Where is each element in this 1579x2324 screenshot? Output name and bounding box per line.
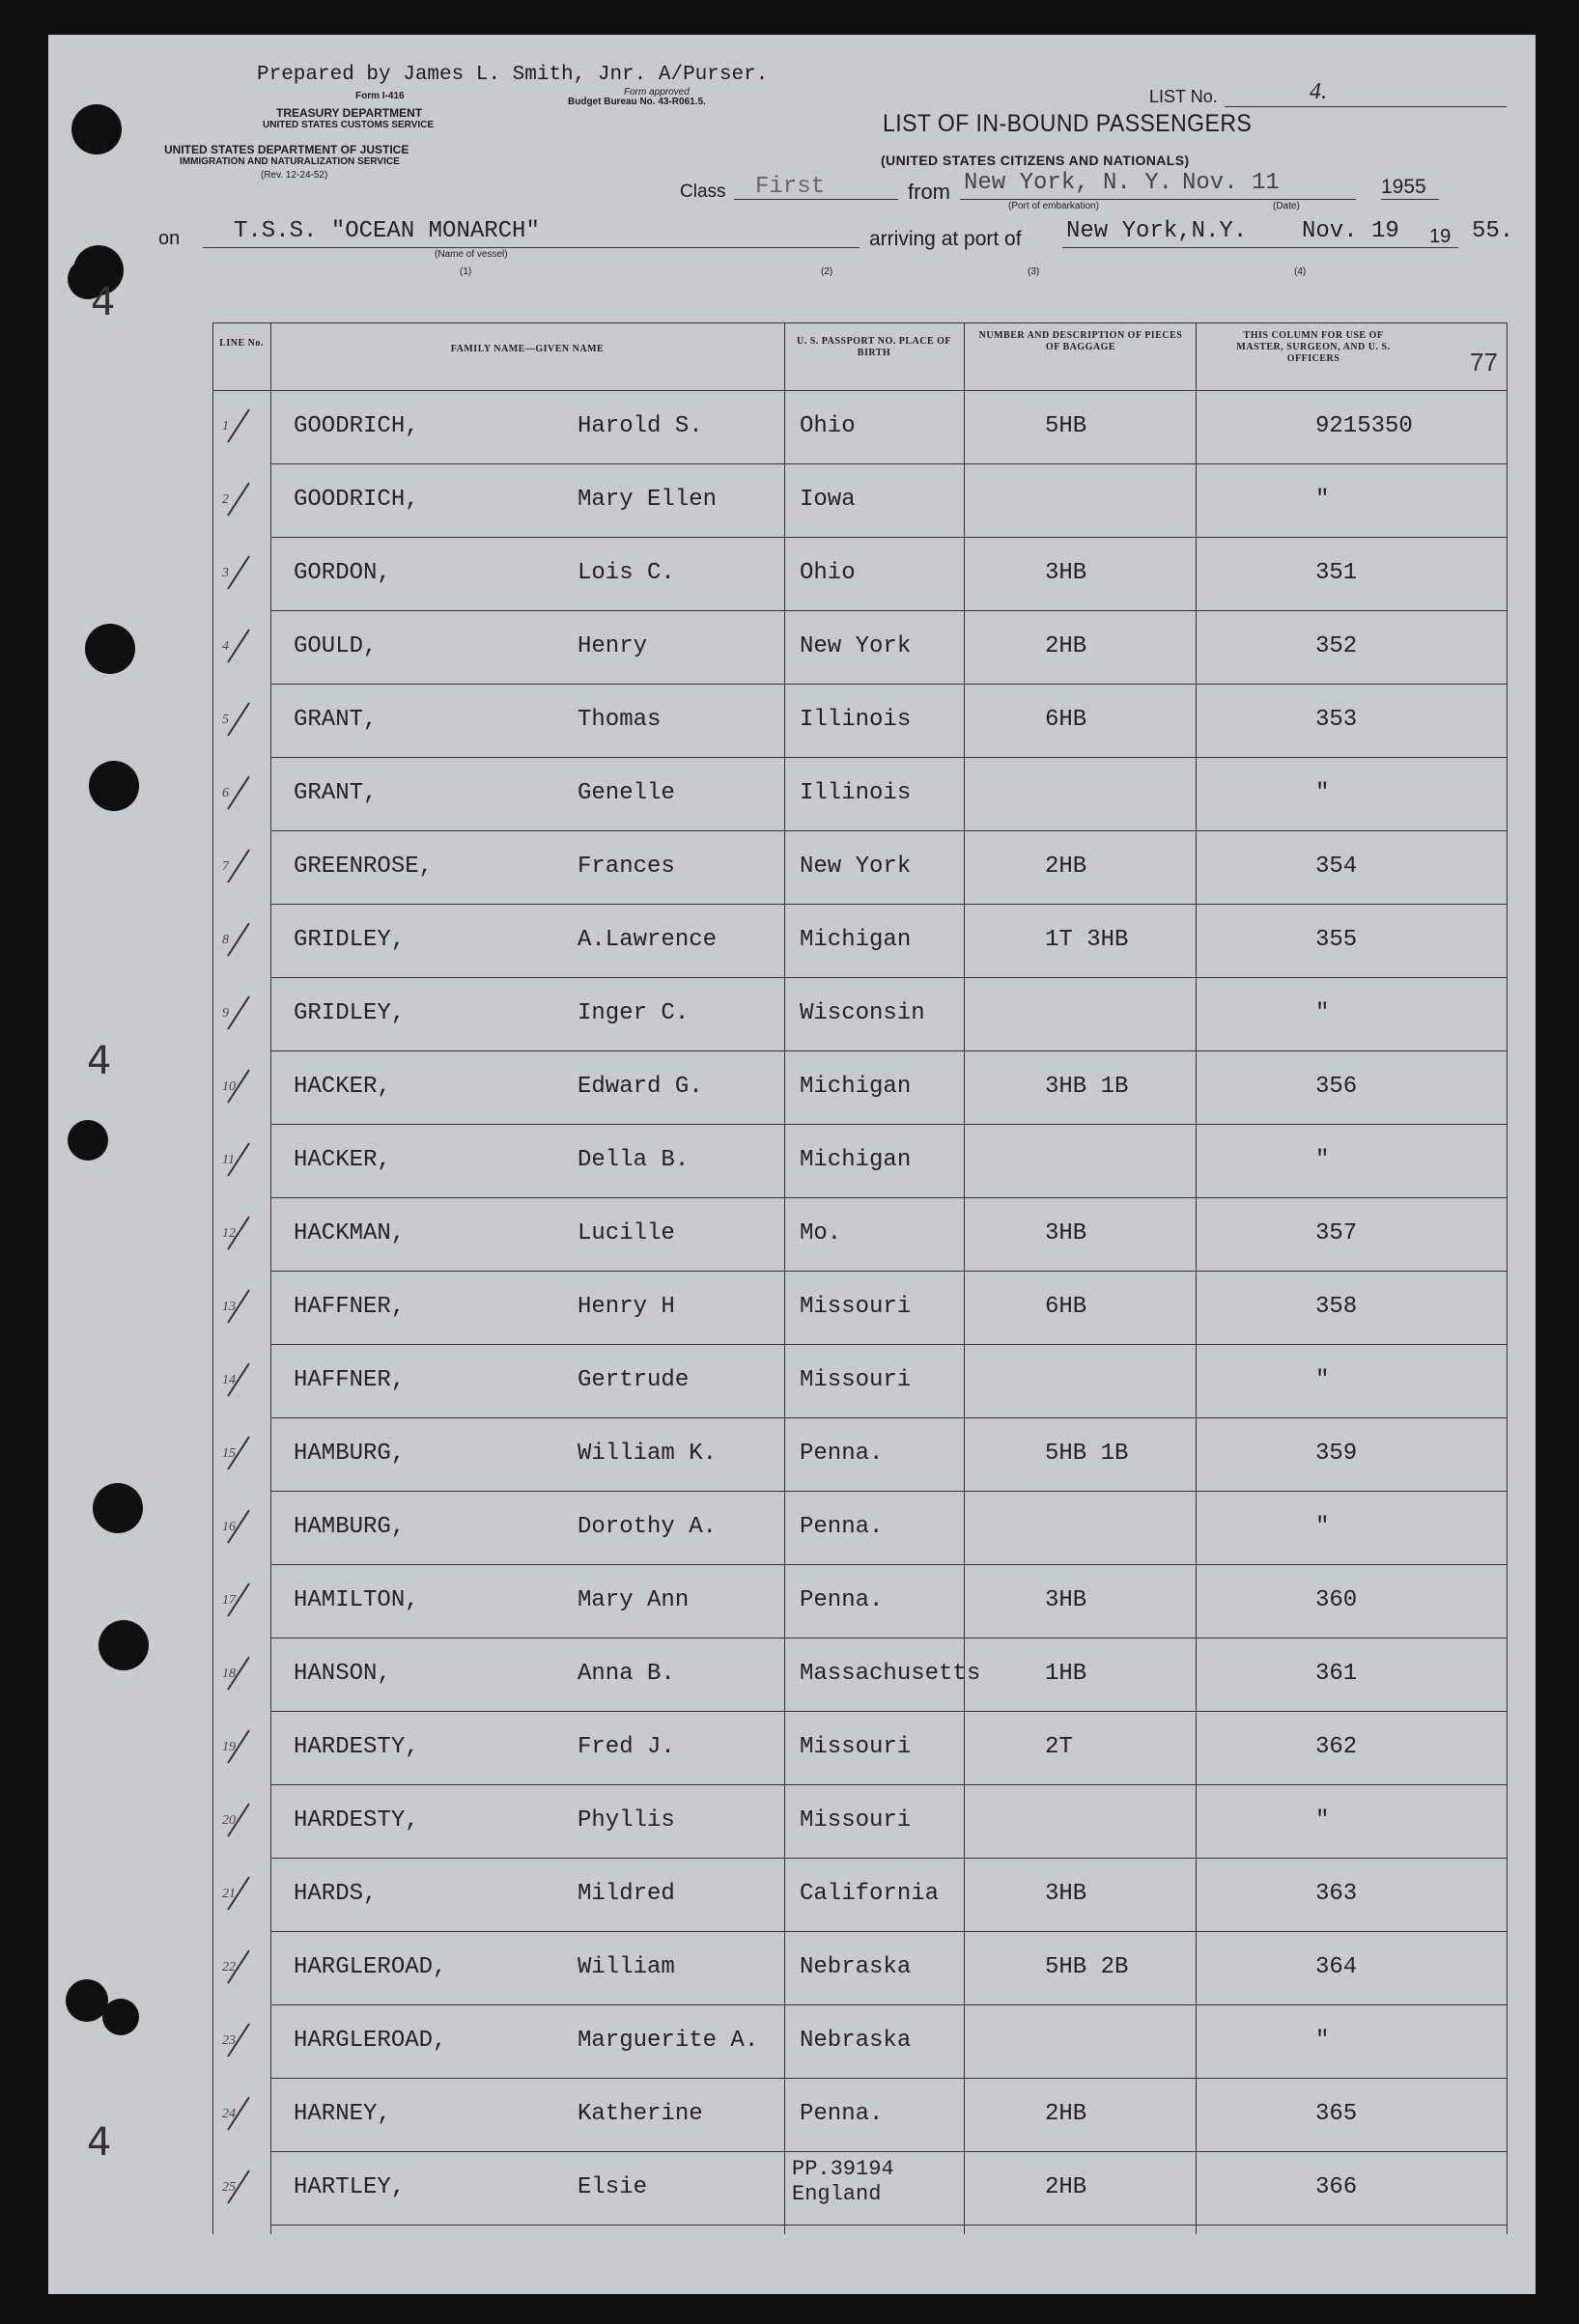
baggage: 3HB bbox=[1045, 1220, 1087, 1246]
given-name: Anna B. bbox=[578, 1661, 675, 1687]
family-name: GOODRICH, bbox=[294, 487, 419, 513]
arriving-label: arriving at port of bbox=[869, 228, 1022, 250]
line-number: 23 bbox=[222, 2033, 236, 2048]
arrival-year: 55. bbox=[1472, 218, 1514, 244]
given-name: Mildred bbox=[578, 1881, 675, 1907]
place-of-birth: Michigan bbox=[800, 1147, 912, 1173]
table-row bbox=[212, 1126, 1507, 1199]
baggage: 5HB bbox=[1045, 413, 1087, 439]
line-number: 7 bbox=[222, 859, 229, 874]
from-date: Nov. 11 bbox=[1182, 170, 1280, 196]
given-name: Katherine bbox=[578, 2101, 703, 2127]
given-name: Thomas bbox=[578, 707, 662, 733]
vessel-caption: (Name of vessel) bbox=[435, 249, 508, 260]
table-row bbox=[212, 2153, 1507, 2226]
family-name: HARNEY, bbox=[294, 2101, 391, 2127]
given-name: Inger C. bbox=[578, 1000, 690, 1026]
officer-entry: " bbox=[1315, 780, 1330, 806]
arrival-year-prefix: 19 bbox=[1429, 226, 1452, 247]
baggage: 6HB bbox=[1045, 1294, 1087, 1320]
place-of-birth: New York bbox=[800, 854, 912, 880]
baggage: 2HB bbox=[1045, 854, 1087, 880]
officer-entry: 364 bbox=[1315, 1954, 1358, 1980]
table-row bbox=[212, 465, 1507, 539]
family-name: HARDS, bbox=[294, 1881, 378, 1907]
place-of-birth: Missouri bbox=[800, 1807, 912, 1834]
table-row bbox=[212, 1273, 1507, 1346]
officer-entry: 352 bbox=[1315, 633, 1358, 659]
place-of-birth: Michigan bbox=[800, 1074, 912, 1100]
place-of-birth: Ohio bbox=[800, 413, 856, 439]
place-of-birth: Penna. bbox=[800, 2101, 884, 2127]
line-number: 9 bbox=[222, 1006, 229, 1021]
place-of-birth: Nebraska bbox=[800, 1954, 912, 1980]
col-num-2: (2) bbox=[821, 266, 833, 277]
officer-entry: 353 bbox=[1315, 707, 1358, 733]
dept-customs: UNITED STATES CUSTOMS SERVICE bbox=[263, 120, 435, 130]
family-name: HARDESTY, bbox=[294, 1734, 419, 1760]
line-number: 20 bbox=[222, 1813, 236, 1828]
table-row bbox=[212, 979, 1507, 1052]
officer-entry: " bbox=[1315, 1514, 1330, 1540]
family-name: HACKER, bbox=[294, 1074, 391, 1100]
on-label: on bbox=[158, 228, 181, 249]
line-number: 25 bbox=[222, 2180, 236, 2195]
binder-hole bbox=[71, 104, 122, 154]
family-name: HANSON, bbox=[294, 1661, 391, 1687]
line-number: 13 bbox=[222, 1300, 236, 1314]
place-of-birth: Wisconsin bbox=[800, 1000, 925, 1026]
family-name: HARTLEY, bbox=[294, 2174, 406, 2200]
baggage: 2HB bbox=[1045, 2101, 1087, 2127]
place-of-birth: Missouri bbox=[800, 1734, 912, 1760]
table-row bbox=[212, 2006, 1507, 2080]
given-name: Mary Ann bbox=[578, 1587, 690, 1613]
table-row bbox=[212, 1786, 1507, 1860]
binder-hole bbox=[85, 624, 135, 674]
given-name: Elsie bbox=[578, 2174, 648, 2200]
place-of-birth: New York bbox=[800, 633, 912, 659]
line-number: 18 bbox=[222, 1666, 236, 1681]
line-number: 3 bbox=[222, 566, 229, 580]
line-number: 21 bbox=[222, 1887, 236, 1901]
class-label: Class bbox=[680, 182, 726, 202]
list-no-label: LIST No. bbox=[1149, 87, 1218, 106]
officer-entry: 359 bbox=[1315, 1441, 1358, 1467]
family-name: GOODRICH, bbox=[294, 413, 419, 439]
header-line-no: LINE No. bbox=[219, 338, 264, 349]
baggage: 5HB 1B bbox=[1045, 1441, 1129, 1467]
given-name: William K. bbox=[578, 1441, 718, 1467]
place-of-birth: England bbox=[792, 2182, 882, 2206]
place-of-birth: Michigan bbox=[800, 927, 912, 953]
table-row bbox=[212, 1346, 1507, 1419]
table-row bbox=[212, 539, 1507, 612]
document-subtitle: (UNITED STATES CITIZENS AND NATIONALS) bbox=[881, 153, 1190, 168]
officer-entry: 363 bbox=[1315, 1881, 1358, 1907]
given-name: A.Lawrence bbox=[578, 927, 718, 953]
vessel-name: T.S.S. "OCEAN MONARCH" bbox=[234, 218, 540, 244]
binder-hole bbox=[93, 1483, 143, 1533]
table-row bbox=[212, 1199, 1507, 1273]
page-number: 77 bbox=[1470, 348, 1498, 377]
place-of-birth: Mo. bbox=[800, 1220, 842, 1246]
officer-entry: " bbox=[1315, 1807, 1330, 1834]
given-name: Fred J. bbox=[578, 1734, 675, 1760]
family-name: HAMILTON, bbox=[294, 1587, 419, 1613]
from-port: New York, N. Y. bbox=[964, 170, 1173, 196]
officer-entry: 354 bbox=[1315, 854, 1358, 880]
given-name: Della B. bbox=[578, 1147, 690, 1173]
line-number: 2 bbox=[222, 492, 229, 507]
header-name: FAMILY NAME—GIVEN NAME bbox=[450, 344, 605, 354]
family-name: GRANT, bbox=[294, 707, 378, 733]
place-of-birth: Penna. bbox=[800, 1514, 884, 1540]
binder-hole bbox=[102, 1999, 139, 2035]
place-of-birth: Penna. bbox=[800, 1441, 884, 1467]
date-caption: (Date) bbox=[1273, 201, 1300, 211]
table-row bbox=[212, 1933, 1507, 2006]
family-name: GOULD, bbox=[294, 633, 378, 659]
passenger-table bbox=[212, 322, 1507, 2234]
given-name: Harold S. bbox=[578, 413, 703, 439]
line-number: 22 bbox=[222, 1960, 236, 1974]
given-name: Lucille bbox=[578, 1220, 675, 1246]
manifest-page bbox=[48, 35, 1536, 2294]
family-name: GORDON, bbox=[294, 560, 391, 586]
baggage: 1HB bbox=[1045, 1661, 1087, 1687]
given-name: Frances bbox=[578, 854, 675, 880]
officer-entry: 360 bbox=[1315, 1587, 1358, 1613]
table-row bbox=[212, 1639, 1507, 1713]
document-title: LIST OF IN-BOUND PASSENGERS bbox=[883, 110, 1253, 137]
port-caption: (Port of embarkation) bbox=[1008, 201, 1099, 211]
table-row bbox=[212, 906, 1507, 979]
baggage: 2HB bbox=[1045, 633, 1087, 659]
baggage: 2HB bbox=[1045, 2174, 1087, 2200]
family-name: HAMBURG, bbox=[294, 1441, 406, 1467]
table-row bbox=[212, 1566, 1507, 1639]
baggage: 2T bbox=[1045, 1734, 1073, 1760]
table-row bbox=[212, 759, 1507, 832]
col-num-4: (4) bbox=[1294, 266, 1307, 277]
binder-hole bbox=[89, 761, 139, 811]
given-name: Henry bbox=[578, 633, 648, 659]
given-name: Mary Ellen bbox=[578, 487, 718, 513]
officer-entry: " bbox=[1315, 487, 1330, 513]
place-of-birth: Iowa bbox=[800, 487, 856, 513]
table-row bbox=[212, 612, 1507, 686]
given-name: Genelle bbox=[578, 780, 675, 806]
table-row bbox=[212, 1860, 1507, 1933]
line-number: 8 bbox=[222, 933, 229, 947]
line-number: 6 bbox=[222, 786, 229, 800]
given-name: Phyllis bbox=[578, 1807, 675, 1834]
place-of-birth: Illinois bbox=[800, 707, 912, 733]
family-name: HAFFNER, bbox=[294, 1294, 406, 1320]
col-num-1: (1) bbox=[460, 266, 472, 277]
margin-mark: 4 bbox=[91, 280, 116, 324]
place-of-birth: Missouri bbox=[800, 1367, 912, 1393]
table-row bbox=[212, 1493, 1507, 1566]
given-name: Dorothy A. bbox=[578, 1514, 718, 1540]
form-number: Form I-416 bbox=[355, 91, 405, 101]
baggage: 3HB 1B bbox=[1045, 1074, 1129, 1100]
family-name: HAMBURG, bbox=[294, 1514, 406, 1540]
place-of-birth: Missouri bbox=[800, 1294, 912, 1320]
family-name: HARGLEROAD, bbox=[294, 1954, 447, 1980]
family-name: HACKER, bbox=[294, 1147, 391, 1173]
margin-mark: 4 bbox=[87, 1039, 112, 1083]
officer-entry: " bbox=[1315, 1367, 1330, 1393]
arrival-date: Nov. 19 bbox=[1302, 218, 1399, 244]
place-of-birth: Illinois bbox=[800, 780, 912, 806]
line-number: 1 bbox=[222, 419, 229, 434]
officer-entry: 362 bbox=[1315, 1734, 1358, 1760]
header-officers: THIS COLUMN FOR USE OF MASTER, SURGEON, AND U. S. OFFICERS bbox=[1236, 330, 1391, 364]
table-row bbox=[212, 686, 1507, 759]
header-passport: U. S. PASSPORT NO. PLACE OF BIRTH bbox=[796, 336, 952, 358]
family-name: GRIDLEY, bbox=[294, 927, 406, 953]
table-row bbox=[212, 2080, 1507, 2153]
given-name: Gertrude bbox=[578, 1367, 690, 1393]
place-of-birth: Ohio bbox=[800, 560, 856, 586]
family-name: HAFFNER, bbox=[294, 1367, 406, 1393]
line-number: 5 bbox=[222, 713, 229, 727]
place-of-birth: Penna. bbox=[800, 1587, 884, 1613]
baggage: 3HB bbox=[1045, 560, 1087, 586]
line-number: 4 bbox=[222, 639, 229, 654]
passport-number: PP.39194 bbox=[792, 2157, 894, 2181]
form-revision: (Rev. 12-24-52) bbox=[261, 170, 328, 181]
dept-treasury: TREASURY DEPARTMENT bbox=[276, 106, 423, 120]
line-number: 12 bbox=[222, 1226, 236, 1241]
dept-justice: UNITED STATES DEPARTMENT OF JUSTICE bbox=[164, 143, 409, 156]
arrival-port: New York,N.Y. bbox=[1066, 218, 1248, 244]
margin-mark: 4 bbox=[87, 2120, 112, 2165]
family-name: HARDESTY, bbox=[294, 1807, 419, 1834]
officer-entry: 356 bbox=[1315, 1074, 1358, 1100]
table-row bbox=[212, 1419, 1507, 1493]
given-name: Marguerite A. bbox=[578, 2028, 759, 2054]
family-name: GREENROSE, bbox=[294, 854, 434, 880]
table-row bbox=[212, 392, 1507, 465]
binder-hole bbox=[99, 1620, 149, 1670]
officer-entry: " bbox=[1315, 1000, 1330, 1026]
baggage: 5HB 2B bbox=[1045, 1954, 1129, 1980]
table-row bbox=[212, 1713, 1507, 1786]
line-number: 16 bbox=[222, 1520, 236, 1534]
officer-entry: 355 bbox=[1315, 927, 1358, 953]
binder-hole bbox=[68, 1120, 108, 1161]
family-name: GRANT, bbox=[294, 780, 378, 806]
baggage: 3HB bbox=[1045, 1881, 1087, 1907]
given-name: William bbox=[578, 1954, 675, 1980]
officer-entry: 366 bbox=[1315, 2174, 1358, 2200]
place-of-birth: Nebraska bbox=[800, 2028, 912, 2054]
budget-bureau: Budget Bureau No. 43-R061.5. bbox=[568, 97, 706, 107]
baggage: 6HB bbox=[1045, 707, 1087, 733]
officer-entry: 351 bbox=[1315, 560, 1358, 586]
dept-immigration: IMMIGRATION AND NATURALIZATION SERVICE bbox=[180, 156, 400, 167]
table-row bbox=[212, 1052, 1507, 1126]
line-number: 24 bbox=[222, 2107, 236, 2121]
family-name: HARGLEROAD, bbox=[294, 2028, 447, 2054]
list-no-value: 4. bbox=[1310, 79, 1327, 104]
line-number: 10 bbox=[222, 1079, 236, 1094]
officer-entry: 361 bbox=[1315, 1661, 1358, 1687]
line-number: 15 bbox=[222, 1446, 236, 1461]
baggage: 3HB bbox=[1045, 1587, 1087, 1613]
table-row bbox=[212, 832, 1507, 906]
line-number: 17 bbox=[222, 1593, 236, 1608]
line-number: 14 bbox=[222, 1373, 236, 1387]
officer-entry: 9215350 bbox=[1315, 413, 1413, 439]
header-baggage: NUMBER AND DESCRIPTION OF PIECES OF BAGGAGE bbox=[978, 330, 1183, 352]
from-label: from bbox=[908, 180, 950, 204]
family-name: GRIDLEY, bbox=[294, 1000, 406, 1026]
family-name: HACKMAN, bbox=[294, 1220, 406, 1246]
officer-entry: " bbox=[1315, 1147, 1330, 1173]
baggage: 1T 3HB bbox=[1045, 927, 1129, 953]
line-number: 11 bbox=[222, 1153, 235, 1167]
given-name: Lois C. bbox=[578, 560, 675, 586]
form-approved: Form approved bbox=[624, 87, 690, 98]
place-of-birth: California bbox=[800, 1881, 940, 1907]
officer-entry: 358 bbox=[1315, 1294, 1358, 1320]
col-num-3: (3) bbox=[1028, 266, 1040, 277]
class-value: First bbox=[755, 174, 826, 200]
from-year: 1955 bbox=[1381, 176, 1426, 198]
line-number: 19 bbox=[222, 1740, 236, 1754]
given-name: Edward G. bbox=[578, 1074, 703, 1100]
prepared-by: Prepared by James L. Smith, Jnr. A/Purser. bbox=[257, 64, 769, 86]
officer-entry: 365 bbox=[1315, 2101, 1358, 2127]
officer-entry: 357 bbox=[1315, 1220, 1358, 1246]
place-of-birth: Massachusetts bbox=[800, 1661, 981, 1687]
officer-entry: " bbox=[1315, 2028, 1330, 2054]
given-name: Henry H bbox=[578, 1294, 675, 1320]
